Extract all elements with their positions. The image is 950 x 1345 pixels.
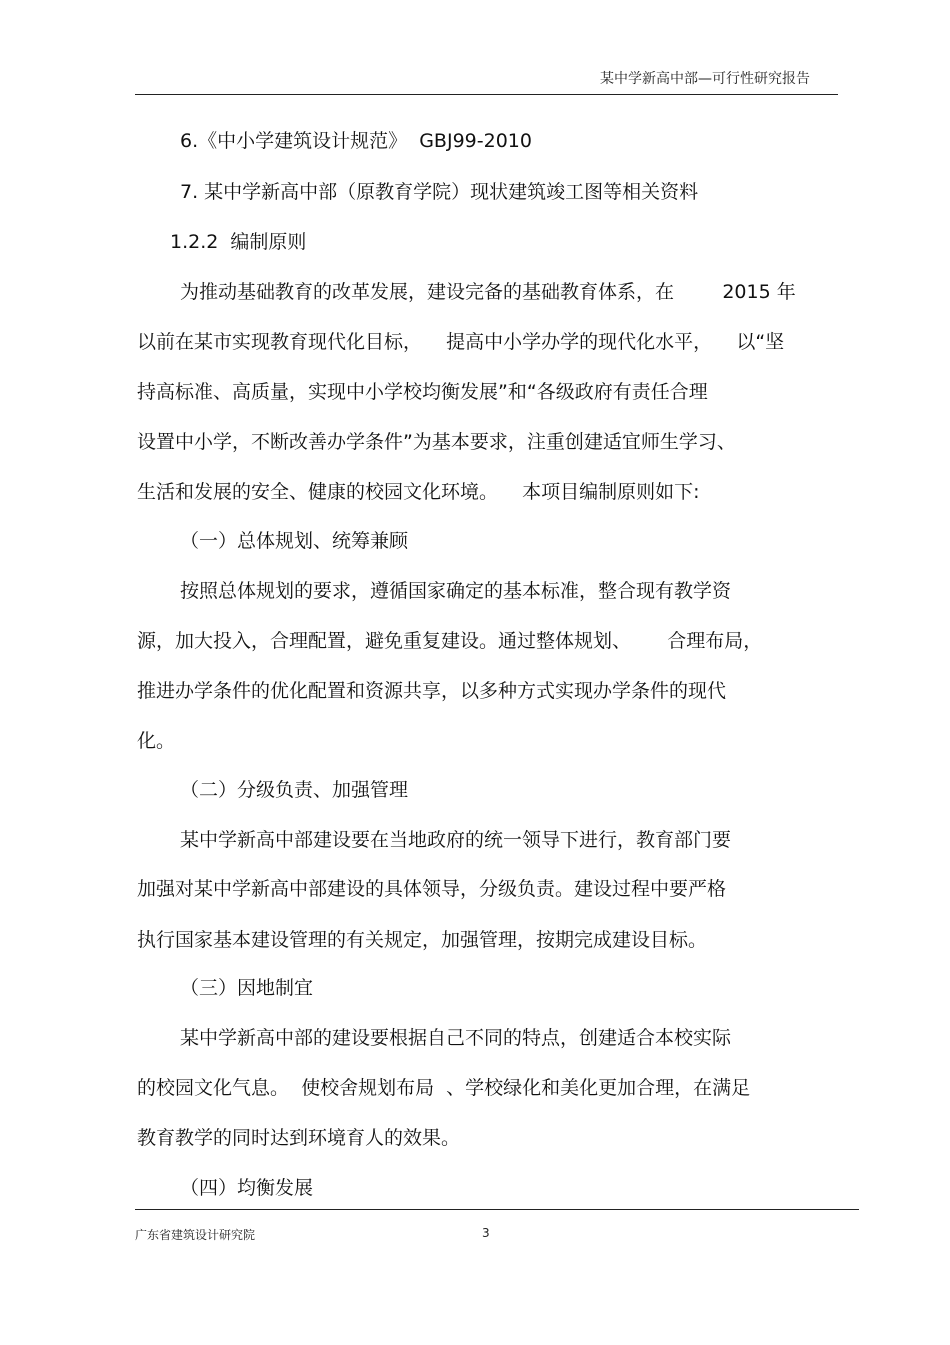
- paragraph-line: 持高标准、高质量，实现中小学校均衡发展”和“各级政府有责任合理: [137, 381, 708, 403]
- subsection-heading: （二）分级负责、加强管理: [180, 779, 409, 801]
- footer-organization: 广东省建筑设计研究院: [135, 1228, 256, 1242]
- page-number: 3: [482, 1226, 490, 1240]
- paragraph-line: 加强对某中学新高中部建设的具体领导，分级负责。建设过程中要严格: [137, 878, 727, 900]
- header-rule: [135, 94, 838, 95]
- paragraph-line: 为推动基础教育的改革发展，建设完备的基础教育体系，在 2015 年: [180, 281, 796, 303]
- footer-rule: [135, 1209, 859, 1210]
- paragraph-line: 教育教学的同时达到环境育人的效果。: [137, 1127, 461, 1149]
- paragraph-line: 某中学新高中部建设要在当地政府的统一领导下进行，教育部门要: [180, 829, 732, 851]
- paragraph-line: 生活和发展的安全、健康的校园文化环境。 本项目编制原则如下:: [137, 481, 700, 503]
- paragraph-line: 推进办学条件的优化配置和资源共享，以多种方式实现办学条件的现代: [137, 680, 727, 702]
- paragraph-line: 化。: [137, 730, 176, 752]
- paragraph-line: 执行国家基本建设管理的有关规定，加强管理，按期完成建设目标。: [137, 929, 708, 951]
- header-title: 某中学新高中部—可行性研究报告: [600, 71, 810, 87]
- subsection-heading: （一）总体规划、统筹兼顾: [180, 530, 409, 552]
- paragraph-line: 的校园文化气息。 使校舍规划布局 、学校绿化和美化更加合理，在满足: [137, 1077, 751, 1099]
- subsection-heading: （四）均衡发展: [180, 1177, 314, 1199]
- section-heading: 1.2.2 编制原则: [170, 231, 307, 253]
- paragraph-line: 以前在某市实现教育现代化目标， 提高中小学办学的现代化水平， 以“坚: [137, 331, 785, 353]
- paragraph-line: 按照总体规划的要求，遵循国家确定的基本标准，整合现有教学资: [180, 580, 732, 602]
- paragraph-line: 源，加大投入，合理配置，避免重复建设。通过整体规划、 合理布局，: [137, 630, 763, 652]
- reference-item-6: 6.《中小学建筑设计规范》 GBJ99-2010: [180, 130, 532, 152]
- reference-item-7: 7. 某中学新高中部（原教育学院）现状建筑竣工图等相关资料: [180, 181, 699, 203]
- paragraph-line: 某中学新高中部的建设要根据自己不同的特点，创建适合本校实际: [180, 1027, 732, 1049]
- paragraph-line: 设置中小学，不断改善办学条件”为基本要求，注重创建适宜师生学习、: [137, 431, 736, 453]
- subsection-heading: （三）因地制宜: [180, 977, 314, 999]
